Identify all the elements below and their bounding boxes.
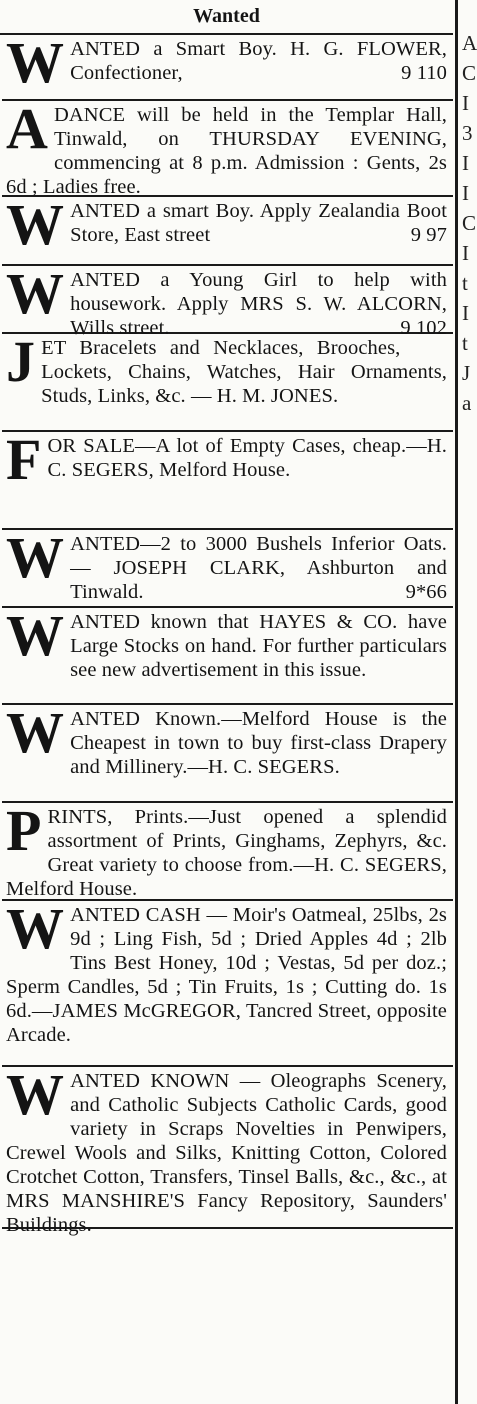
advertisement-body: ANTED a Smart Boy. H. G. FLOWER, Confectioner, xyxy=(70,38,447,84)
drop-initial: P xyxy=(6,798,42,863)
advertisement xyxy=(2,96,453,198)
advertisement xyxy=(2,1062,453,1236)
advertisement xyxy=(2,192,453,266)
advertisement-text xyxy=(6,329,447,408)
advertisement-body: ANTED—2 to 3000 Bushels Inferior Oats.— JOSEPH CLARK, Ashburton and Tinwald. xyxy=(70,533,447,603)
advertisement-text xyxy=(6,1062,447,1237)
edge-letter: t xyxy=(462,331,468,355)
advertisement xyxy=(2,329,453,432)
advertisement xyxy=(2,525,453,608)
advertisement-body: ANTED Known.—Melford House is the Cheapest in town to buy first-class Drapery and Millinery.—H. C. SEGERS. xyxy=(70,708,447,778)
advertisement xyxy=(2,896,453,1067)
edge-letter: I xyxy=(462,181,469,205)
advertisement-body: ET Bracelets and Necklaces, Brooches, Lockets, Chains, Watches, Hair Ornaments, Studs, Links, &c. — H. M. JONES. xyxy=(41,337,447,407)
advertisement-body: ANTED a Young Girl to help with housework. Apply MRS S. W. ALCORN, Wills street. xyxy=(70,269,447,339)
section-heading: Wanted xyxy=(0,0,453,35)
edge-letter: t xyxy=(462,271,468,295)
adjacent-column-edge xyxy=(462,28,477,418)
edge-letter: I xyxy=(462,91,469,115)
advertisement-body: ANTED known that HAYES & CO. have Large Stocks on hand. For further particulars see new advertisement in this issue. xyxy=(70,611,447,681)
advertisement-text xyxy=(6,700,447,779)
drop-initial: W xyxy=(6,1062,65,1127)
edge-letter: J xyxy=(462,361,471,385)
advertisement-text xyxy=(6,896,447,1047)
drop-initial: W xyxy=(6,700,65,765)
edge-letter: I xyxy=(462,151,469,175)
advertisement xyxy=(2,427,453,530)
advertisement-body: RINTS, Prints.—Just opened a splendid assortment of Prints, Ginghams, Zephyrs, &c. Great variety to choose from.—H. C. SEGERS, Melford House. xyxy=(6,806,447,900)
wanted-column xyxy=(2,0,453,1236)
advertisement-body: ANTED a smart Boy. Apply Zealandia Boot Store, East street xyxy=(70,200,447,246)
edge-letter: a xyxy=(462,391,472,415)
drop-initial: W xyxy=(6,192,65,257)
edge-letter: I xyxy=(462,301,469,325)
advertisement-text xyxy=(6,261,447,340)
drop-initial: A xyxy=(6,96,48,161)
advertisement-text xyxy=(6,96,447,199)
edge-letter: 3 xyxy=(462,121,473,145)
advertisement-text xyxy=(6,427,447,492)
reference-number: 9 97 xyxy=(410,224,447,246)
reference-number: 9*66 xyxy=(405,581,447,603)
advertisement xyxy=(2,700,453,803)
reference-number: 9 110 xyxy=(401,62,447,84)
drop-initial: W xyxy=(6,603,65,668)
advertisement-text xyxy=(6,192,447,257)
drop-initial: W xyxy=(6,525,65,590)
advertisement-text xyxy=(6,525,447,604)
edge-letter: I xyxy=(462,241,469,265)
advertisement xyxy=(2,603,453,705)
advertisement-text xyxy=(6,603,447,682)
advertisement-text xyxy=(6,798,447,901)
advertisement xyxy=(2,30,453,101)
reference-number: 9 102 xyxy=(400,317,447,339)
edge-letter: A xyxy=(462,31,477,55)
column-rule xyxy=(455,0,458,1404)
advertisement-list xyxy=(2,30,453,1236)
advertisement xyxy=(2,261,453,339)
edge-letter: C xyxy=(462,211,477,235)
advertisement xyxy=(2,798,453,901)
advertisement-body: DANCE will be held in the Templar Hall, Tinwald, on THURSDAY EVENING, commencing at 8 p.m. Admission : Gents, 2s 6d ; Ladies free. xyxy=(6,104,447,198)
drop-initial: W xyxy=(6,896,65,961)
edge-letter: C xyxy=(462,61,477,85)
drop-initial: J xyxy=(6,329,36,394)
advertisement-text xyxy=(6,30,447,95)
drop-initial: W xyxy=(6,30,65,95)
advertisement-body: ANTED CASH — Moir's Oatmeal, 25lbs, 2s 9d ; Ling Fish, 5d ; Dried Apples 4d ; 2lb Tins Best Honey, 10d ; Vestas, 5d per doz.; Sperm Candles, 5d ; Tin Fruits, 1s ; Cutting do. 1s 6d.—JAMES McGREGOR, Tancred Street, opposite Arcade. xyxy=(6,904,447,1046)
drop-initial: F xyxy=(6,427,42,492)
advertisement-body: ANTED KNOWN — Oleographs Scenery, and Catholic Subjects Catholic Cards, good variety in Scraps Novelties in Penwipers, Crewel Wools and Silks, Knitting Cotton, Colored Crotchet Cotton, Transfers, Tinsel Balls, &c., &c., at MRS MANSHIRE'S Fancy Repository, Saunders' Buildings. xyxy=(6,1070,447,1236)
advertisement-body: OR SALE—A lot of Empty Cases, cheap.—H. C. SEGERS, Melford House. xyxy=(47,435,447,481)
drop-initial: W xyxy=(6,261,65,326)
